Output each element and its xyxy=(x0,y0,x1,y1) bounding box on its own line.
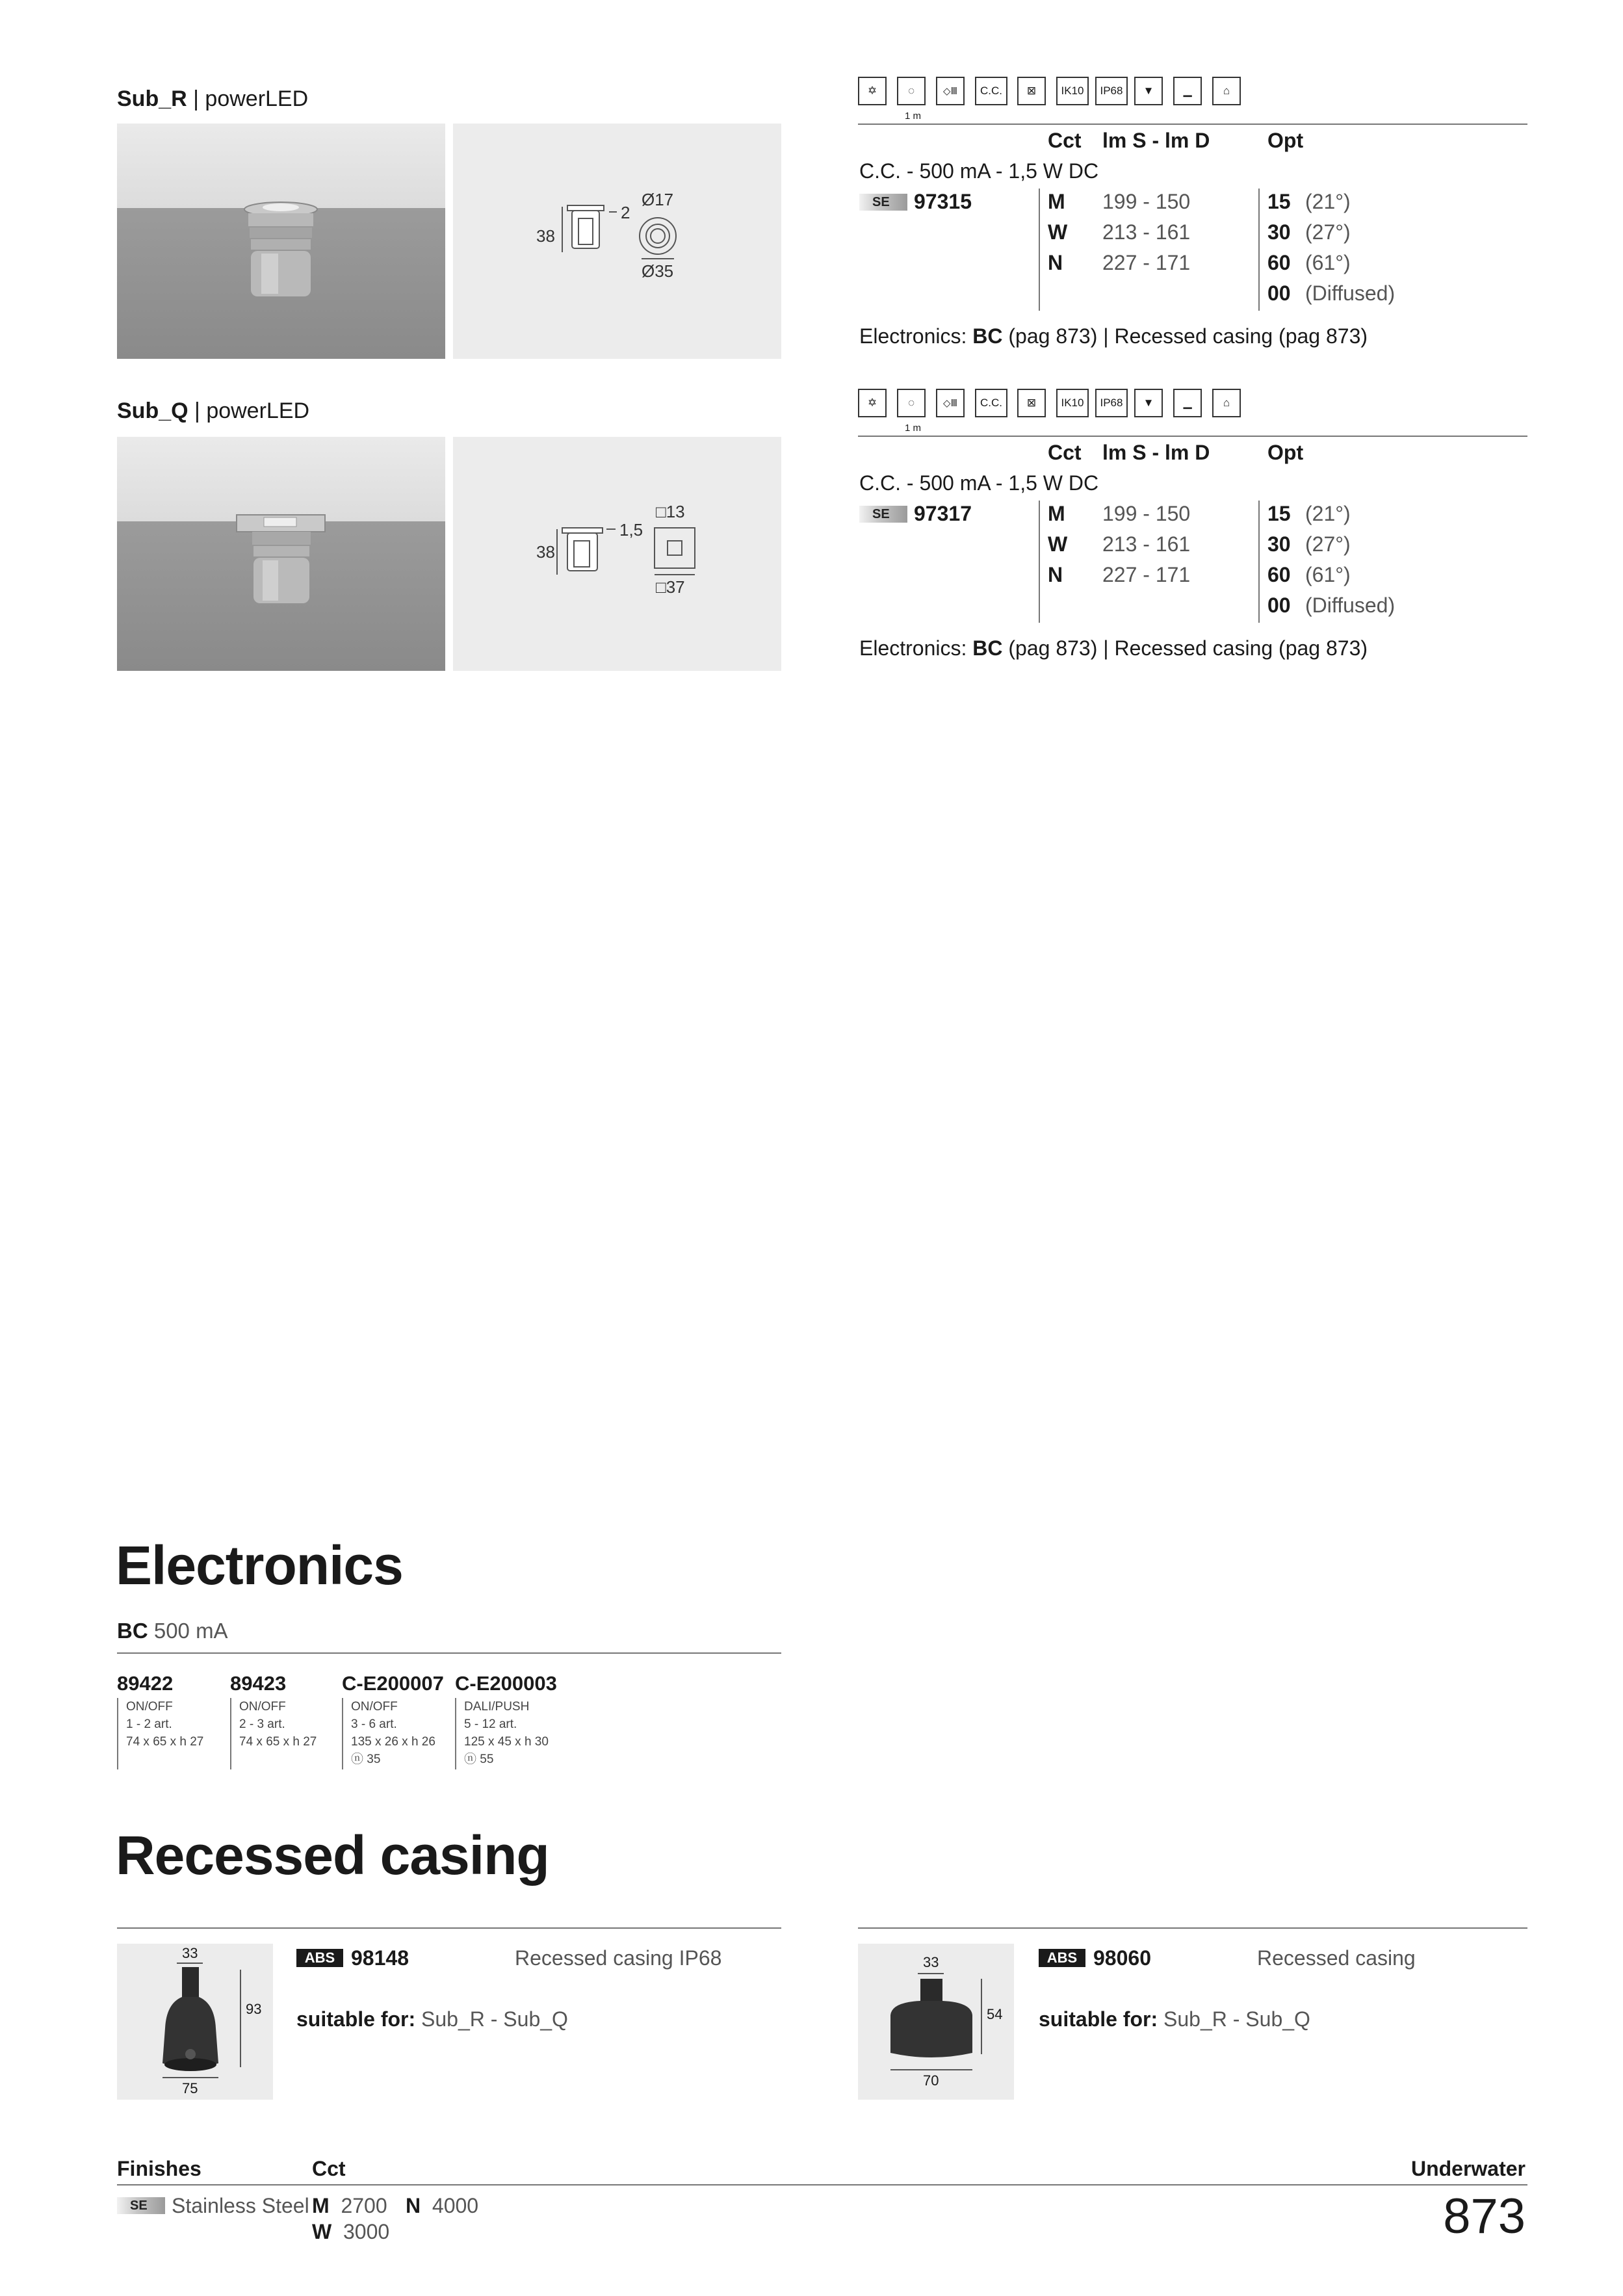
optic-code: 30 xyxy=(1267,532,1291,556)
cable-1m-icon: ◌ xyxy=(897,77,926,105)
header-lm: lm S - lm D xyxy=(1102,441,1210,464)
lumen-value: 213 - 161 xyxy=(1102,532,1191,556)
dim-bottom: 75 xyxy=(182,2080,198,2096)
product-photo xyxy=(117,437,445,671)
driver-item: 89423 ON/OFF 2 - 3 art. 74 x 65 x h 27 xyxy=(230,1672,341,1769)
product-title: Sub_Q | powerLED xyxy=(117,398,310,423)
lumen-value: 227 - 171 xyxy=(1102,251,1191,274)
material-badge: ABS xyxy=(1039,1949,1085,1967)
star-icon: ✡ xyxy=(858,389,887,417)
divider xyxy=(1258,501,1260,623)
divider xyxy=(117,2184,1527,2185)
floor-recess-icon: ▁ xyxy=(1173,389,1202,417)
lumen-value: 199 - 150 xyxy=(1102,190,1191,213)
spec-icon-row xyxy=(858,389,1527,434)
cct-value: M xyxy=(1048,502,1065,525)
optic-code: 00 xyxy=(1267,281,1291,305)
optic-code: 15 xyxy=(1267,502,1291,525)
category-label: Underwater xyxy=(1410,2157,1526,2180)
optic-code: 60 xyxy=(1267,251,1291,274)
cct-value: W xyxy=(1048,220,1068,244)
optic-angle: (21°) xyxy=(1305,190,1351,213)
dim-inner: □13 xyxy=(656,502,685,521)
no-cover-icon: ⊠ xyxy=(1017,389,1046,417)
dimension-icon xyxy=(453,124,781,359)
dim-flange: 1,5 xyxy=(619,520,643,540)
divider xyxy=(117,1927,781,1929)
star-icon: ✡ xyxy=(858,77,887,105)
header-opt: Opt xyxy=(1267,441,1304,464)
optic-angle: (61°) xyxy=(1305,251,1351,274)
dimension-icon xyxy=(453,437,781,671)
header-cct: Cct xyxy=(1048,129,1082,152)
section-subtitle: BC 500 mA xyxy=(117,1619,228,1643)
finish-name: Stainless Steel xyxy=(172,2194,309,2217)
dim-height: 54 xyxy=(987,2006,1003,2022)
dim-top: 33 xyxy=(182,1945,198,1961)
divider xyxy=(117,1652,781,1654)
header-cct: Cct xyxy=(1048,441,1082,464)
section-title: Recessed casing xyxy=(116,1825,549,1886)
header-lm: lm S - lm D xyxy=(1102,129,1210,152)
divider xyxy=(1039,501,1040,623)
push-button-icon: ⓝ xyxy=(464,1753,477,1766)
ip68-label: IP68 xyxy=(1095,389,1128,417)
electronics-reference: Electronics: BC (pag 873) | Recessed casing (pag 873) xyxy=(859,636,1368,660)
lumen-value: 227 - 171 xyxy=(1102,563,1191,586)
divider xyxy=(858,1927,1527,1929)
product-code: 97317 xyxy=(914,502,972,525)
beam-icon: ▼ xyxy=(1134,389,1163,417)
dim-height: 38 xyxy=(536,542,555,562)
lumen-value: 213 - 161 xyxy=(1102,220,1191,244)
cct-entry: M 2700 xyxy=(312,2194,387,2217)
cct-entry: N 4000 xyxy=(406,2194,479,2217)
optic-angle: (27°) xyxy=(1305,220,1351,244)
hot-surface-icon: ⌂ xyxy=(1212,77,1241,105)
cable-caption: 1 m xyxy=(905,423,922,434)
finish-badge: SE xyxy=(859,506,907,523)
optic-code: 30 xyxy=(1267,220,1291,244)
divider xyxy=(1039,189,1040,311)
material-badge: ABS xyxy=(296,1949,343,1967)
class-iii-icon: ◇Ⅲ xyxy=(936,389,965,417)
section-title: Electronics xyxy=(116,1535,403,1596)
cc-label: C.C. xyxy=(975,77,1007,105)
fixture-illustration xyxy=(117,437,445,671)
header-opt: Opt xyxy=(1267,129,1304,152)
cct-value: M xyxy=(1048,190,1065,213)
ik10-label: IK10 xyxy=(1056,389,1089,417)
page-number: 873 xyxy=(1443,2189,1526,2244)
finish-badge: SE xyxy=(117,2197,165,2214)
class-iii-icon: ◇Ⅲ xyxy=(936,77,965,105)
casing-drawing xyxy=(858,1944,1014,2100)
casing-compatibility: suitable for: Sub_R - Sub_Q xyxy=(1039,2007,1310,2031)
product-code: 97315 xyxy=(914,190,972,213)
casing-drawing xyxy=(117,1944,273,2100)
cct-value: W xyxy=(1048,532,1068,556)
ip68-label: IP68 xyxy=(1095,77,1128,105)
dim-top: 33 xyxy=(923,1954,939,1970)
no-cover-icon: ⊠ xyxy=(1017,77,1046,105)
cc-label: C.C. xyxy=(975,389,1007,417)
casing-description: Recessed casing xyxy=(1257,1946,1416,1970)
product-title: Sub_R | powerLED xyxy=(117,86,309,111)
cct-label: Cct xyxy=(312,2157,346,2180)
ik10-label: IK10 xyxy=(1056,77,1089,105)
dim-height: 38 xyxy=(536,226,555,246)
dim-bottom: 70 xyxy=(923,2072,939,2089)
optic-angle: (Diffused) xyxy=(1305,594,1396,617)
floor-recess-icon: ▁ xyxy=(1173,77,1202,105)
dim-inner: Ø17 xyxy=(642,190,674,209)
optic-angle: (27°) xyxy=(1305,532,1351,556)
optic-code: 60 xyxy=(1267,563,1291,586)
optic-angle: (21°) xyxy=(1305,502,1351,525)
finishes-label: Finishes xyxy=(117,2157,201,2180)
product-photo xyxy=(117,124,445,359)
dim-height: 93 xyxy=(246,2001,262,2017)
optic-code: 00 xyxy=(1267,594,1291,617)
optic-angle: (61°) xyxy=(1305,563,1351,586)
dim-outer: □37 xyxy=(656,577,685,597)
electronics-reference: Electronics: BC (pag 873) | Recessed casing (pag 873) xyxy=(859,324,1368,348)
spec-icon-row xyxy=(858,77,1527,122)
optic-angle: (Diffused) xyxy=(1305,281,1396,305)
cct-value: N xyxy=(1048,251,1063,274)
cct-value: N xyxy=(1048,563,1063,586)
dimension-drawing xyxy=(453,124,781,359)
cable-caption: 1 m xyxy=(905,111,922,122)
cct-entry: W 3000 xyxy=(312,2220,390,2243)
finish-badge: SE xyxy=(859,194,907,211)
divider xyxy=(1258,189,1260,311)
driver-item: C-E200007 ON/OFF 3 - 6 art. 135 x 26 x h 26 ⓝ 35 xyxy=(342,1672,454,1769)
hot-surface-icon: ⌂ xyxy=(1212,389,1241,417)
casing-code: 98060 xyxy=(1093,1946,1151,1970)
lumen-value: 199 - 150 xyxy=(1102,502,1191,525)
optic-code: 15 xyxy=(1267,190,1291,213)
dimension-drawing xyxy=(453,437,781,671)
driver-spec: C.C. - 500 mA - 1,5 W DC xyxy=(859,471,1099,495)
driver-spec: C.C. - 500 mA - 1,5 W DC xyxy=(859,159,1099,183)
divider xyxy=(858,436,1527,437)
push-button-icon: ⓝ xyxy=(351,1753,364,1766)
divider xyxy=(858,124,1527,125)
driver-item: C-E200003 DALI/PUSH 5 - 12 art. 125 x 45 x h 30 ⓝ 55 xyxy=(455,1672,567,1769)
casing-compatibility: suitable for: Sub_R - Sub_Q xyxy=(296,2007,568,2031)
beam-icon: ▼ xyxy=(1134,77,1163,105)
casing-description: Recessed casing IP68 xyxy=(515,1946,722,1970)
dim-outer: Ø35 xyxy=(642,261,674,281)
cable-1m-icon: ◌ xyxy=(897,389,926,417)
fixture-illustration xyxy=(117,124,445,359)
driver-item: 89422 ON/OFF 1 - 2 art. 74 x 65 x h 27 xyxy=(117,1672,227,1769)
casing-icon xyxy=(117,1944,273,2100)
dim-flange: 2 xyxy=(621,203,630,222)
casing-code: 98148 xyxy=(351,1946,409,1970)
